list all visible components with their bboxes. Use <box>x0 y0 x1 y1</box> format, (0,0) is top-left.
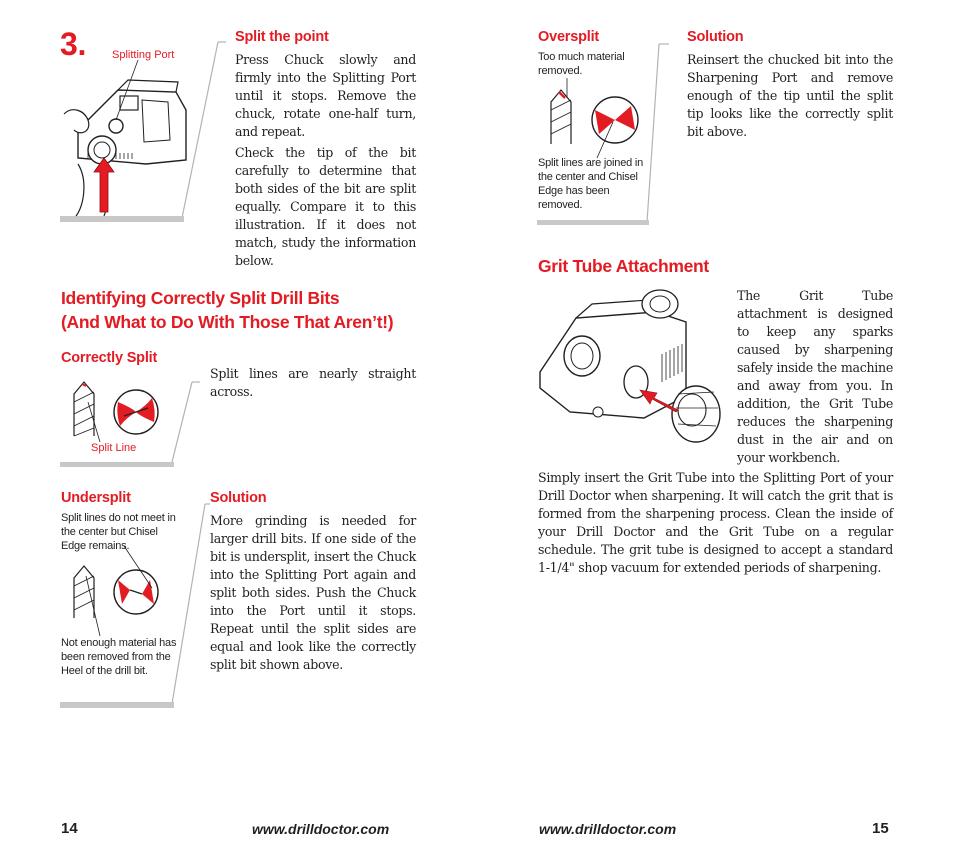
split-line-label: Split Line <box>91 442 137 454</box>
section-title-line2: (And What to Do With Those That Aren’t!) <box>61 312 394 332</box>
grit-tube-illustration <box>536 284 732 456</box>
grit-tube-body-text: Simply insert the Grit Tube into the Splitting Port of your Drill Doctor when sharpening. It will catch the grit that is formed from the sharpening process. Clean the inside of your Drill Doctor and the Grit Tube on a regular schedule. The grit tube is designed to accept a standard 1-1/4" shop vacuum for extended periods of sharpening. <box>538 470 893 575</box>
page-number-right: 15 <box>872 820 889 837</box>
undersplit-solution-text: More grinding is needed for larger drill bits. If one side of the bit is undersplit, insert the Chuck into the Splitting Port again and split both sides. Push the Chuck into the Port until it stops. Repeat until the split sides are equal and look like the correctly split bit shown above. <box>210 513 416 672</box>
undersplit-callout-bottom: Not enough material has been removed from the Heel of the drill bit. <box>61 637 177 677</box>
correctly-split-text: Split lines are nearly straight across. <box>210 366 416 399</box>
undersplit-callout-top: Split lines do not meet in the center but Chisel Edge remains. <box>61 512 176 552</box>
oversplit-heading: Oversplit <box>538 29 600 45</box>
grit-tube-side-text: The Grit Tube attachment is designed to keep any sparks caused by sharpening safely inside the machine and away from you. In addition, the Grit Tube reduces the sharpening dust in the air and on your workbench. <box>737 288 893 465</box>
undersplit-heading: Undersplit <box>61 490 131 506</box>
oversplit-solution-text: Reinsert the chucked bit into the Sharpening Port and remove enough of the tip until the split tip looks like the correctly split bit above. <box>687 52 893 139</box>
oversplit-solution-heading: Solution <box>687 29 744 45</box>
oversplit-callout-top: Too much material removed. <box>538 51 625 77</box>
splitting-port-label: Splitting Port <box>112 49 175 61</box>
page-number-left: 14 <box>61 820 78 837</box>
footer-url-right[interactable]: www.drilldoctor.com <box>539 821 677 837</box>
section-title-line1: Identifying Correctly Split Drill Bits <box>61 288 340 308</box>
correctly-split-heading: Correctly Split <box>61 350 158 366</box>
undersplit-illustration <box>60 500 210 712</box>
footer-url-left[interactable]: www.drilldoctor.com <box>252 821 390 837</box>
grit-tube-heading: Grit Tube Attachment <box>538 256 709 276</box>
split-the-point-para1: Press Chuck slowly and firmly into the Splitting Port until it stops. Remove the chuck, rotate one-half turn, and repeat. <box>235 52 416 139</box>
step-number: 3. <box>60 26 87 62</box>
split-the-point-para2: Check the tip of the bit carefully to determine that both sides of the bit are split equally. Compare it to this illustration. If it does not match, study the information below. <box>235 145 416 268</box>
splitting-port-illustration <box>58 40 228 226</box>
undersplit-solution-heading: Solution <box>210 490 267 506</box>
oversplit-callout-bottom: Split lines are joined in the center and Chisel Edge has been removed. <box>538 157 644 211</box>
split-the-point-heading: Split the point <box>235 29 329 45</box>
